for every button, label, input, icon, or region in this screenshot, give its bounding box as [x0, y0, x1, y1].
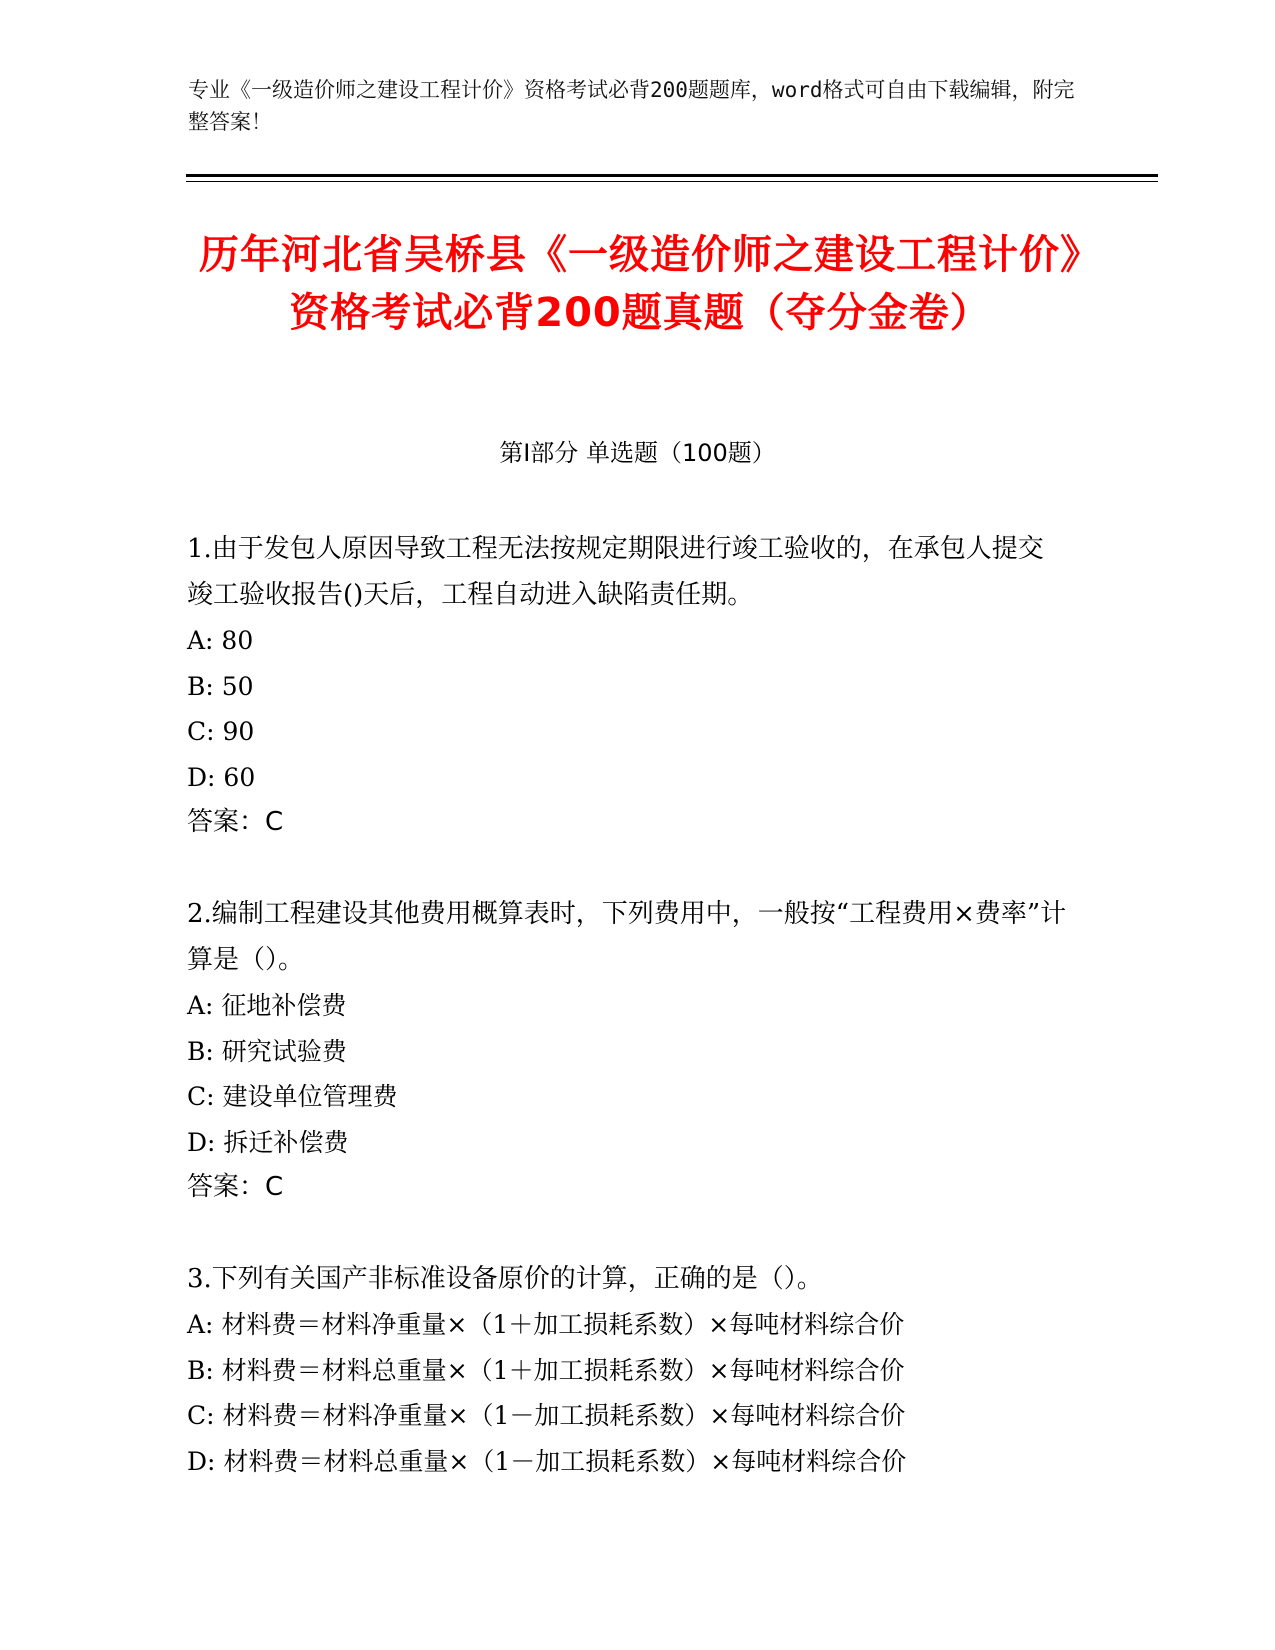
question-stem: 3.下列有关国产非标准设备原价的计算，正确的是（）。: [187, 1264, 823, 1294]
question-2: [187, 891, 1067, 1210]
option-b: B: 研究试验费: [187, 1036, 347, 1066]
header-divider-thick: [186, 174, 1158, 177]
header-divider-thin: [186, 181, 1158, 182]
section-heading: 第I部分 单选题（100题）: [499, 439, 776, 467]
question-stem: 1.由于发包人原因导致工程无法按规定期限进行竣工验收的，在承包人提交竣工验收报告()天后，工程自动进入缺陷责任期。: [187, 534, 1044, 610]
header-note: 专业《一级造价师之建设工程计价》资格考试必背200题题库，word格式可自由下载编辑，附完整答案！: [188, 78, 1075, 134]
answer-line: 答案：C: [187, 1172, 284, 1202]
option-a: A: 材料费＝材料净重量×（1＋加工损耗系数）×每吨材料综合价: [187, 1310, 905, 1339]
question-1: [187, 526, 1067, 845]
option-d: D: 60: [187, 762, 256, 792]
option-c: C: 材料费＝材料净重量×（1－加工损耗系数）×每吨材料综合价: [187, 1401, 906, 1430]
question-list: [187, 526, 1067, 1484]
option-c: C: 建设单位管理费: [187, 1082, 398, 1111]
question-3: [187, 1256, 1067, 1484]
option-b: B: 50: [187, 671, 254, 701]
option-d: D: 拆迁补偿费: [187, 1127, 349, 1157]
answer-line: 答案：C: [187, 807, 284, 837]
option-b: B: 材料费＝材料总重量×（1＋加工损耗系数）×每吨材料综合价: [187, 1355, 905, 1385]
document-title: 历年河北省吴桥县《一级造价师之建设工程计价》资格考试必背200题真题（夺分金卷）: [199, 232, 1081, 336]
option-c: C: 90: [187, 717, 255, 746]
option-a: A: 80: [187, 626, 254, 655]
option-a: A: 征地补偿费: [187, 991, 347, 1020]
question-stem: 2.编制工程建设其他费用概算表时，下列费用中，一般按“工程费用×费率”计算是（）。: [187, 899, 1067, 975]
option-d: D: 材料费＝材料总重量×（1－加工损耗系数）×每吨材料综合价: [187, 1446, 907, 1476]
